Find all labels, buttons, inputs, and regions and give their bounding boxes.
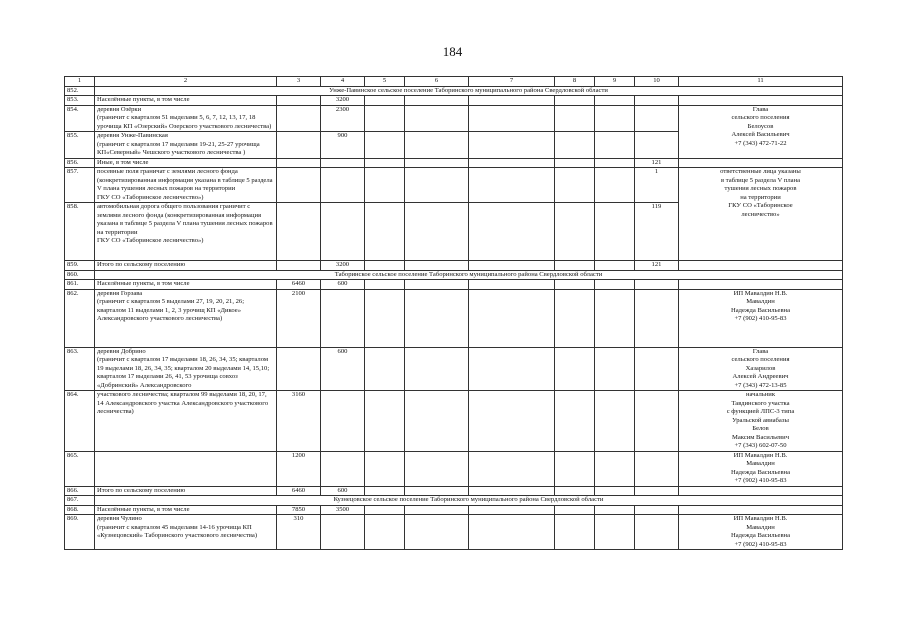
name-cell: деревня Горзава (граничит с кварталом 5 выделами 27, 19, 20, 21, 26; кварталом 11 выделами 1, 2, 3 урочищ КП «Дикое» Александровского участкового лесничества) xyxy=(95,289,277,347)
row-number-cell: 869. xyxy=(65,515,95,550)
area-cell: 900 xyxy=(321,132,365,159)
empty-cell xyxy=(405,451,469,486)
empty-cell xyxy=(595,168,635,203)
empty-cell xyxy=(469,451,555,486)
empty-cell xyxy=(595,280,635,290)
responsible-cell: Глава сельского поселения Белоусов Алексей Васильевич +7 (343) 472-71-22 xyxy=(679,105,843,158)
area-cell xyxy=(321,451,365,486)
area-cell: 3200 xyxy=(321,96,365,106)
empty-cell xyxy=(365,158,405,168)
empty-cell xyxy=(595,105,635,132)
area-cell xyxy=(277,347,321,391)
section-title-cell: Унже-Павинское сельское поселение Таборинского муниципального района Свердловской области xyxy=(95,86,843,96)
empty-cell xyxy=(555,158,595,168)
area-cell xyxy=(321,158,365,168)
empty-cell xyxy=(469,347,555,391)
row-number-cell: 861. xyxy=(65,280,95,290)
header-cell: 3 xyxy=(277,77,321,87)
name-cell xyxy=(95,451,277,486)
empty-cell xyxy=(405,96,469,106)
responsible-cell: ИП Мавалдин Н.В. Мавалдин Надежда Васильевна +7 (902) 410-95-83 xyxy=(679,451,843,486)
count-cell: 121 xyxy=(635,158,679,168)
name-cell: деревня Озёрки (граничит с кварталом 51 выделами 5, 6, 7, 12, 13, 17, 18 урочища КП «Озерский» Озерского участкового лесничества) xyxy=(95,105,277,132)
row-number-cell: 866. xyxy=(65,486,95,496)
row-number-cell: 865. xyxy=(65,451,95,486)
table-row xyxy=(65,261,843,271)
table-header-row xyxy=(65,77,843,87)
section-title-cell: Таборинское сельское поселение Таборинского муниципального района Свердловской области xyxy=(95,270,843,280)
table-row xyxy=(65,451,843,486)
area-cell: 3160 xyxy=(277,391,321,452)
area-cell: 2100 xyxy=(277,289,321,347)
responsible-cell xyxy=(679,505,843,515)
empty-cell xyxy=(469,391,555,452)
area-cell: 6460 xyxy=(277,486,321,496)
empty-cell xyxy=(469,132,555,159)
empty-cell xyxy=(405,105,469,132)
row-number-cell: 867. xyxy=(65,496,95,506)
row-number-cell: 856. xyxy=(65,158,95,168)
empty-cell xyxy=(405,515,469,550)
header-cell: 11 xyxy=(679,77,843,87)
empty-cell xyxy=(469,515,555,550)
empty-cell xyxy=(595,261,635,271)
empty-cell xyxy=(595,515,635,550)
name-cell: автомобильная дорога общего пользования граничит с землями лесного фонда (конкретизированная информация указана в таблице 5 раздела V плана тушения лесных пожаров на территории ГКУ СО «Таборинское лесничество») xyxy=(95,203,277,261)
row-number-cell: 857. xyxy=(65,168,95,203)
table-row xyxy=(65,486,843,496)
empty-cell xyxy=(405,132,469,159)
area-cell xyxy=(277,158,321,168)
count-cell xyxy=(635,96,679,106)
empty-cell xyxy=(469,158,555,168)
responsible-cell: ответственные лица указаны в таблице 5 раздела V плана тушения лесных пожаров на территории ГКУ СО «Таборинское лесничество» xyxy=(679,168,843,261)
header-cell: 8 xyxy=(555,77,595,87)
area-cell xyxy=(321,515,365,550)
area-cell: 7850 xyxy=(277,505,321,515)
area-cell xyxy=(277,203,321,261)
empty-cell xyxy=(365,203,405,261)
empty-cell xyxy=(595,203,635,261)
count-cell xyxy=(635,289,679,347)
area-cell xyxy=(321,203,365,261)
empty-cell xyxy=(555,515,595,550)
row-number-cell: 864. xyxy=(65,391,95,452)
empty-cell xyxy=(555,203,595,261)
row-number-cell: 852. xyxy=(65,86,95,96)
name-cell: Населённые пункты, в том числе xyxy=(95,505,277,515)
area-cell xyxy=(277,261,321,271)
row-number-cell: 868. xyxy=(65,505,95,515)
empty-cell xyxy=(595,347,635,391)
empty-cell xyxy=(469,96,555,106)
header-cell: 5 xyxy=(365,77,405,87)
empty-cell xyxy=(555,105,595,132)
name-cell: деревня Унже-Павинская (граничит с кварталом 17 выделами 19-21, 25-27 урочища КП«Северный» Чешского участкового лесничества ) xyxy=(95,132,277,159)
empty-cell xyxy=(469,280,555,290)
count-cell: 121 xyxy=(635,261,679,271)
area-cell: 6460 xyxy=(277,280,321,290)
empty-cell xyxy=(595,289,635,347)
responsible-cell: Глава сельского поселения Хазарилов Алексей Андреевич +7 (343) 472-13-85 xyxy=(679,347,843,391)
empty-cell xyxy=(595,391,635,452)
area-cell xyxy=(321,289,365,347)
name-cell: Итого по сельскому поселению xyxy=(95,261,277,271)
area-cell xyxy=(277,105,321,132)
responsible-cell: ИП Мавалдин Н.В. Мавалдин Надежда Васильевна +7 (902) 410-95-83 xyxy=(679,515,843,550)
empty-cell xyxy=(405,158,469,168)
empty-cell xyxy=(405,289,469,347)
name-cell: Населённые пункты, в том числе xyxy=(95,280,277,290)
area-cell xyxy=(277,168,321,203)
count-cell xyxy=(635,451,679,486)
fire-resources-table xyxy=(64,76,843,550)
area-cell: 3500 xyxy=(321,505,365,515)
responsible-cell: ИП Мавалдин Н.В. Мавалдин Надежда Васильевна +7 (902) 410-95-83 xyxy=(679,289,843,347)
empty-cell xyxy=(555,347,595,391)
count-cell xyxy=(635,280,679,290)
header-cell: 1 xyxy=(65,77,95,87)
section-row xyxy=(65,496,843,506)
empty-cell xyxy=(555,289,595,347)
area-cell: 1200 xyxy=(277,451,321,486)
empty-cell xyxy=(365,132,405,159)
count-cell xyxy=(635,505,679,515)
empty-cell xyxy=(365,280,405,290)
header-cell: 9 xyxy=(595,77,635,87)
empty-cell xyxy=(365,391,405,452)
empty-cell xyxy=(365,261,405,271)
empty-cell xyxy=(365,515,405,550)
name-cell: деревня Добрино (граничит с кварталом 17 выделами 18, 26, 34, 35; кварталом 19 выделами 18, 26, 34, 35; кварталом 20 выделами 14, 15,10; кварталом 17 выделами 26, 41, 53 урочища совхоз «Добринский» Александровского xyxy=(95,347,277,391)
header-cell: 2 xyxy=(95,77,277,87)
empty-cell xyxy=(595,96,635,106)
empty-cell xyxy=(595,505,635,515)
row-number-cell: 860. xyxy=(65,270,95,280)
count-cell xyxy=(635,132,679,159)
empty-cell xyxy=(595,158,635,168)
empty-cell xyxy=(365,168,405,203)
area-cell: 600 xyxy=(321,347,365,391)
name-cell: Населённые пункты, в том числе xyxy=(95,96,277,106)
responsible-cell xyxy=(679,96,843,106)
empty-cell xyxy=(595,486,635,496)
table-row xyxy=(65,391,843,452)
name-cell: Иные, в том числе xyxy=(95,158,277,168)
empty-cell xyxy=(365,505,405,515)
empty-cell xyxy=(405,280,469,290)
empty-cell xyxy=(469,289,555,347)
empty-cell xyxy=(555,261,595,271)
responsible-cell: начальник Тавдинского участка с функцией ЛПС-3 типа Уральской авиабазы Белов Максим Васильевич +7 (343) 602-07-50 xyxy=(679,391,843,452)
empty-cell xyxy=(405,168,469,203)
table-row xyxy=(65,347,843,391)
area-cell xyxy=(277,96,321,106)
table-row xyxy=(65,168,843,203)
row-number-cell: 854. xyxy=(65,105,95,132)
empty-cell xyxy=(365,347,405,391)
count-cell xyxy=(635,391,679,452)
table-row xyxy=(65,105,843,132)
empty-cell xyxy=(469,105,555,132)
row-number-cell: 853. xyxy=(65,96,95,106)
empty-cell xyxy=(595,451,635,486)
header-cell: 6 xyxy=(405,77,469,87)
empty-cell xyxy=(365,451,405,486)
area-cell: 3200 xyxy=(321,261,365,271)
section-title-cell: Кузнецовское сельское поселение Таборинского муниципального района Свердловской области xyxy=(95,496,843,506)
count-cell xyxy=(635,486,679,496)
name-cell: посевные поля граничат с землями лесного фонда (конкретизированная информация указана в таблице 5 раздела V плана тушения лесных пожаров на территории ГКУ СО «Таборинское лесничество») xyxy=(95,168,277,203)
empty-cell xyxy=(405,486,469,496)
area-cell: 2300 xyxy=(321,105,365,132)
section-row xyxy=(65,270,843,280)
name-cell: участкового лесничества; кварталом 99 выделами 18, 20, 17, 14 Александровского участка Александровского участкового лесничества) xyxy=(95,391,277,452)
empty-cell xyxy=(555,505,595,515)
empty-cell xyxy=(405,505,469,515)
empty-cell xyxy=(365,486,405,496)
table-row xyxy=(65,515,843,550)
count-cell xyxy=(635,105,679,132)
empty-cell xyxy=(555,168,595,203)
count-cell xyxy=(635,347,679,391)
count-cell: 1 xyxy=(635,168,679,203)
row-number-cell: 863. xyxy=(65,347,95,391)
empty-cell xyxy=(555,132,595,159)
area-cell xyxy=(277,132,321,159)
row-number-cell: 855. xyxy=(65,132,95,159)
table-row xyxy=(65,289,843,347)
responsible-cell xyxy=(679,280,843,290)
table-row xyxy=(65,158,843,168)
empty-cell xyxy=(469,505,555,515)
row-number-cell: 862. xyxy=(65,289,95,347)
empty-cell xyxy=(365,105,405,132)
page-number: 184 xyxy=(442,44,463,59)
empty-cell xyxy=(555,486,595,496)
name-cell: Итого по сельскому поселению xyxy=(95,486,277,496)
area-cell xyxy=(321,168,365,203)
header-cell: 10 xyxy=(635,77,679,87)
empty-cell xyxy=(405,391,469,452)
area-cell: 600 xyxy=(321,486,365,496)
count-cell: 119 xyxy=(635,203,679,261)
empty-cell xyxy=(405,347,469,391)
empty-cell xyxy=(555,451,595,486)
section-row xyxy=(65,86,843,96)
responsible-cell xyxy=(679,261,843,271)
empty-cell xyxy=(595,132,635,159)
empty-cell xyxy=(555,391,595,452)
empty-cell xyxy=(365,289,405,347)
table-row xyxy=(65,96,843,106)
header-cell: 7 xyxy=(469,77,555,87)
responsible-cell xyxy=(679,486,843,496)
count-cell xyxy=(635,515,679,550)
row-number-cell: 859. xyxy=(65,261,95,271)
empty-cell xyxy=(469,261,555,271)
empty-cell xyxy=(555,280,595,290)
empty-cell xyxy=(469,168,555,203)
responsible-cell xyxy=(679,158,843,168)
empty-cell xyxy=(405,203,469,261)
empty-cell xyxy=(555,96,595,106)
empty-cell xyxy=(405,261,469,271)
empty-cell xyxy=(469,486,555,496)
header-cell: 4 xyxy=(321,77,365,87)
area-cell xyxy=(321,391,365,452)
area-cell: 310 xyxy=(277,515,321,550)
table-row xyxy=(65,280,843,290)
table-row xyxy=(65,505,843,515)
name-cell: деревня Чулино (граничит с кварталом 45 выделами 14-16 урочища КП «Кузнецовский» Таборинского участкового лесничества) xyxy=(95,515,277,550)
row-number-cell: 858. xyxy=(65,203,95,261)
empty-cell xyxy=(469,203,555,261)
empty-cell xyxy=(365,96,405,106)
area-cell: 600 xyxy=(321,280,365,290)
